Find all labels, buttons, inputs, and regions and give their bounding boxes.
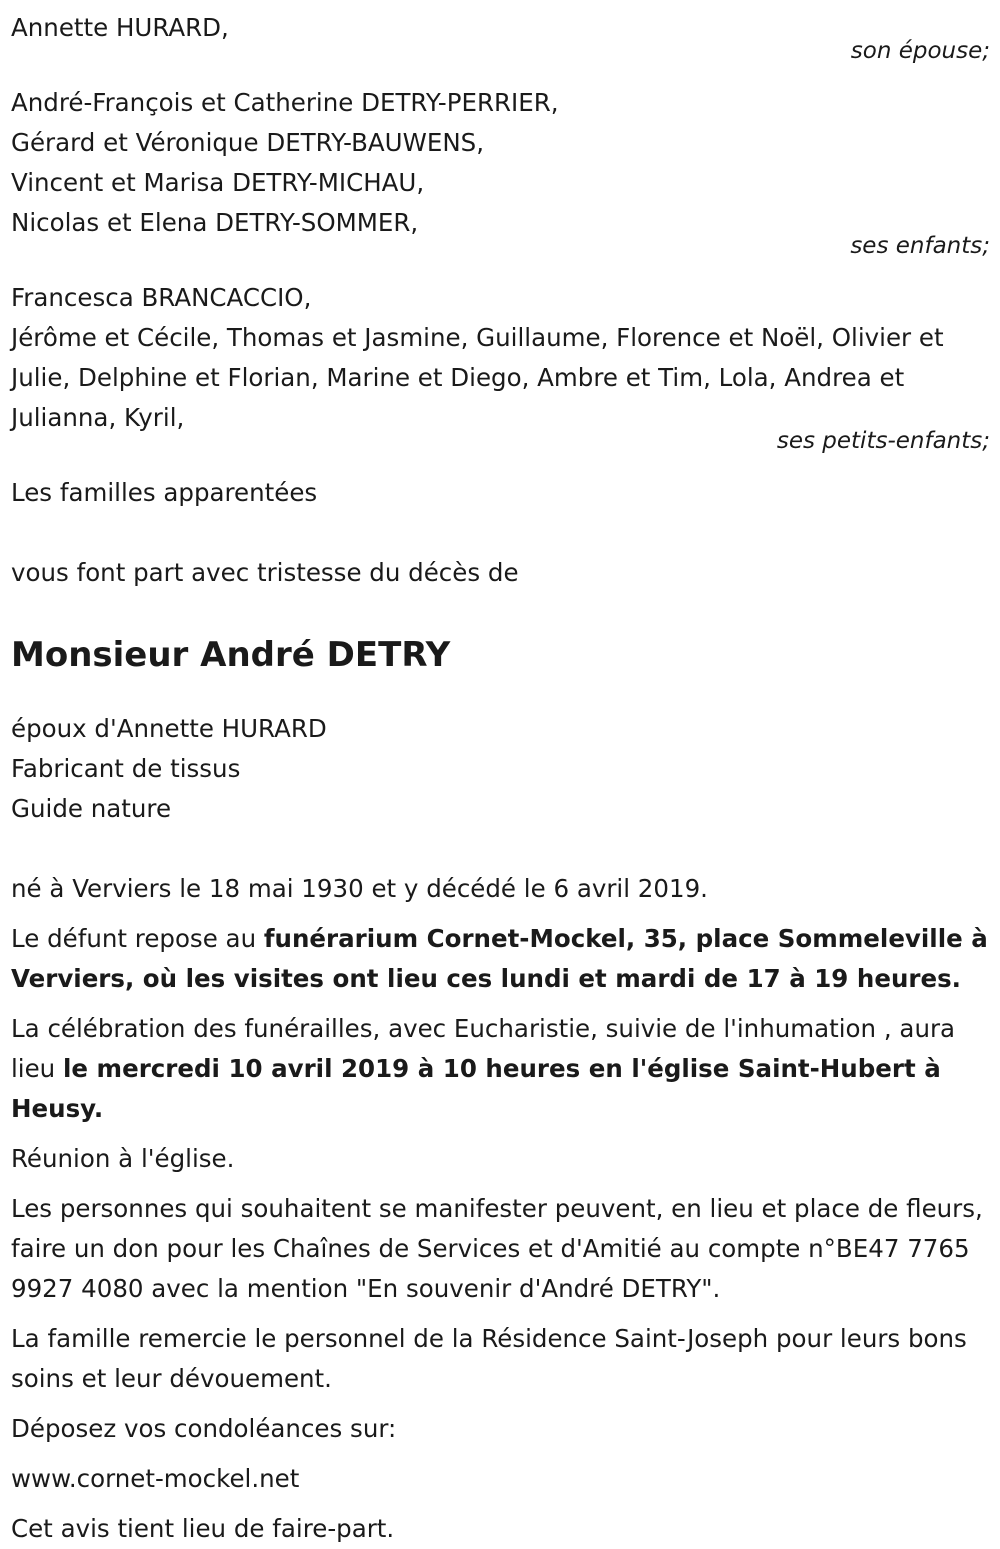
repose-prefix: Le défunt repose au <box>11 924 264 953</box>
repose-paragraph <box>11 919 990 999</box>
detail-line: Guide nature <box>11 794 172 823</box>
announcement-line: vous font part avec tristesse du décès de <box>11 558 519 587</box>
detail-line: Fabricant de tissus <box>11 754 241 783</box>
funeral-prefix: La célébration des funérailles, avec Eucharistie, suivie de l'inhumation , aura lieu <box>11 1014 956 1083</box>
spouse-role: son épouse; <box>850 38 990 64</box>
detail-line: époux d'Annette HURARD <box>11 714 327 743</box>
grandchildren-list: Jérôme et Cécile, Thomas et Jasmine, Guillaume, Florence et Noël, Olivier et Julie, Delphine et Florian, Marine et Diego, Ambre et Tim, Lola, Andrea et Julianna, Kyril, <box>11 323 944 432</box>
meeting-line: Réunion à l'église. <box>11 1144 235 1173</box>
grandchildren-section <box>11 278 990 461</box>
families-line: Les familles apparentées <box>11 478 318 507</box>
birth-death-line: né à Verviers le 18 mai 1930 et y décédé le 6 avril 2019. <box>11 874 708 903</box>
spouse-section <box>11 8 990 71</box>
notice-line: Cet avis tient lieu de faire-part. <box>11 1514 395 1543</box>
donation-paragraph: Les personnes qui souhaitent se manifester peuvent, en lieu et place de fleurs, faire un don pour les Chaînes de Services et d'Amitié au compte n°BE47 7765 9927 4080 avec la mention "En souvenir d'André DETRY". <box>11 1194 983 1303</box>
children-section <box>11 83 990 266</box>
children-role: ses enfants; <box>850 233 990 259</box>
thanks-paragraph: La famille remercie le personnel de la Résidence Saint-Joseph pour leurs bons soins et leur dévouement. <box>11 1324 967 1393</box>
child-line: André-François et Catherine DETRY-PERRIER, <box>11 88 559 117</box>
website-link[interactable]: www.cornet-mockel.net <box>11 1464 300 1493</box>
repose-location: funérarium Cornet-Mockel, 35, place Sommeleville à Verviers, où les visites ont lieu ces lundi et mardi de 17 à 19 heures. <box>11 924 988 993</box>
funeral-paragraph <box>11 1009 990 1129</box>
funeral-details: le mercredi 10 avril 2019 à 10 heures en l'église Saint-Hubert à Heusy. <box>11 1054 941 1123</box>
condolences-line: Déposez vos condoléances sur: <box>11 1414 397 1443</box>
spouse-name: Annette HURARD, <box>11 13 229 42</box>
child-line: Gérard et Véronique DETRY-BAUWENS, <box>11 128 484 157</box>
deceased-title: Monsieur André DETRY <box>11 635 451 675</box>
grandchild-line: Francesca BRANCACCIO, <box>11 283 312 312</box>
child-line: Nicolas et Elena DETRY-SOMMER, <box>11 208 419 237</box>
child-line: Vincent et Marisa DETRY-MICHAU, <box>11 168 425 197</box>
deceased-details <box>11 709 990 829</box>
grandchildren-role: ses petits-enfants; <box>776 428 990 454</box>
